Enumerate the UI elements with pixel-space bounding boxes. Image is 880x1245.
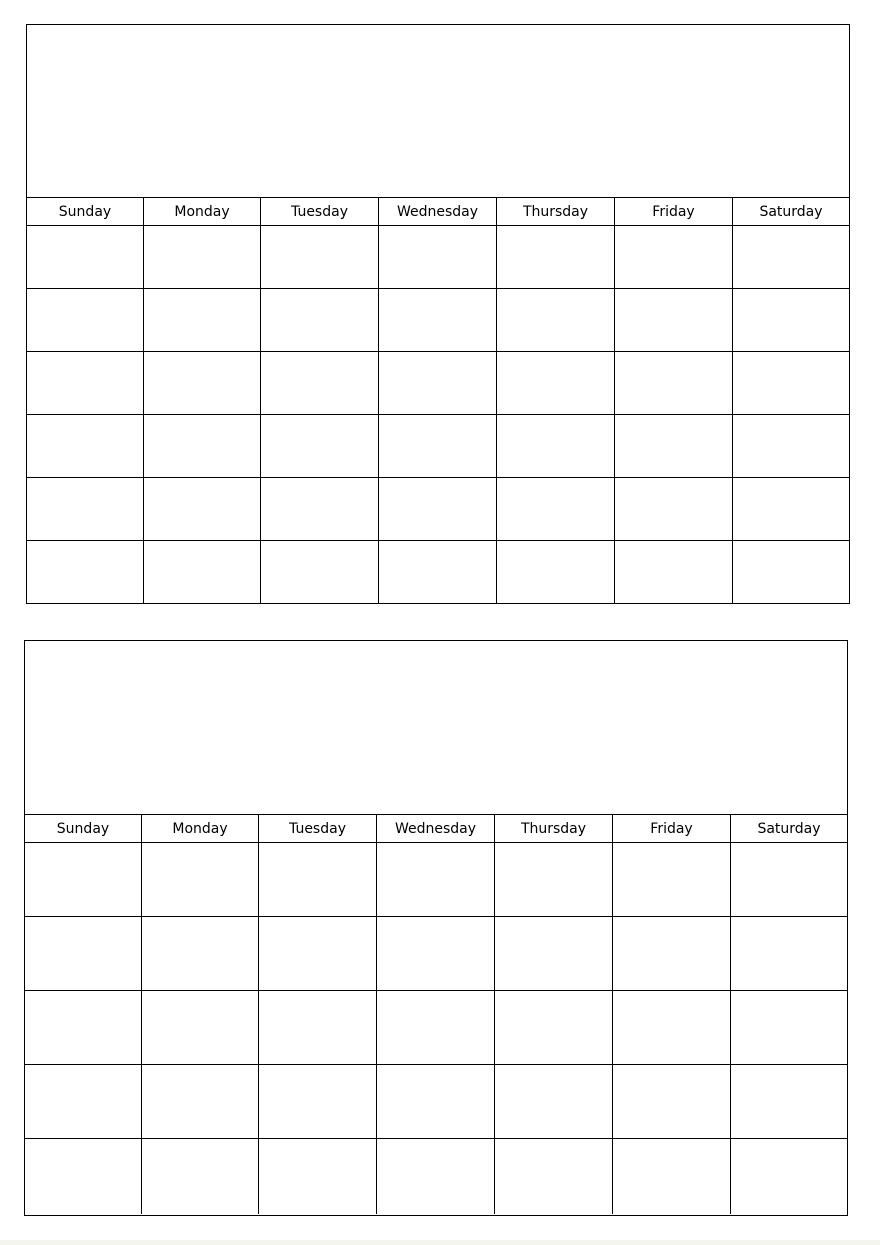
weekday-header-friday: Friday [615, 198, 733, 226]
day-cell [27, 352, 144, 415]
calendar-2-grid [25, 815, 847, 843]
day-cell [259, 843, 377, 917]
day-cell [497, 478, 615, 541]
day-cell [142, 843, 259, 917]
day-cell [495, 917, 613, 991]
day-cell [142, 1139, 259, 1214]
day-cell [615, 415, 733, 478]
day-cell [615, 226, 733, 289]
day-cell [497, 352, 615, 415]
day-cell [731, 917, 847, 991]
day-cell [27, 226, 144, 289]
day-cell [495, 991, 613, 1065]
weekday-header-thursday: Thursday [497, 198, 615, 226]
day-cell [27, 541, 144, 603]
day-cell [377, 917, 495, 991]
weekday-header-saturday: Saturday [733, 198, 849, 226]
weekday-header-sunday: Sunday [27, 198, 144, 226]
day-cell [733, 541, 849, 603]
day-cell [733, 478, 849, 541]
day-cell [615, 352, 733, 415]
day-cell [379, 289, 497, 352]
day-cell [142, 991, 259, 1065]
day-cell [613, 991, 731, 1065]
day-cell [495, 1139, 613, 1214]
weekday-header-tuesday: Tuesday [259, 815, 377, 843]
calendar-1-grid [27, 198, 849, 226]
day-cell [144, 226, 261, 289]
day-cell [377, 843, 495, 917]
day-cell [379, 478, 497, 541]
day-cell [379, 415, 497, 478]
weekday-header-wednesday: Wednesday [377, 815, 495, 843]
day-cell [615, 289, 733, 352]
weekday-header-monday: Monday [144, 198, 261, 226]
day-cell [259, 991, 377, 1065]
day-cell [261, 478, 379, 541]
day-cell [142, 1065, 259, 1139]
day-cell [27, 289, 144, 352]
day-cell [144, 415, 261, 478]
weekday-header-saturday: Saturday [731, 815, 847, 843]
day-cell [495, 1065, 613, 1139]
day-cell [25, 917, 142, 991]
day-cell [495, 843, 613, 917]
day-cell [733, 226, 849, 289]
day-cell [144, 289, 261, 352]
day-cell [377, 991, 495, 1065]
weekday-header-friday: Friday [613, 815, 731, 843]
calendar-2-title-area [25, 641, 847, 815]
day-cell [261, 289, 379, 352]
page-bottom-strip [0, 1240, 880, 1245]
day-cell [497, 415, 615, 478]
day-cell [497, 541, 615, 603]
day-cell [261, 226, 379, 289]
day-cell [731, 843, 847, 917]
day-cell [259, 917, 377, 991]
day-cell [25, 1065, 142, 1139]
day-cell [613, 1065, 731, 1139]
day-cell [497, 226, 615, 289]
calendar-2 [24, 640, 848, 1216]
day-cell [25, 991, 142, 1065]
day-cell [613, 1139, 731, 1214]
weekday-header-wednesday: Wednesday [379, 198, 497, 226]
day-cell [25, 843, 142, 917]
weekday-header-thursday: Thursday [495, 815, 613, 843]
day-cell [259, 1065, 377, 1139]
day-cell [379, 226, 497, 289]
day-cell [615, 478, 733, 541]
calendar-1 [26, 24, 850, 604]
day-cell [144, 478, 261, 541]
day-cell [261, 352, 379, 415]
day-cell [731, 1139, 847, 1214]
day-cell [379, 352, 497, 415]
day-cell [377, 1065, 495, 1139]
weekday-header-monday: Monday [142, 815, 259, 843]
day-cell [733, 415, 849, 478]
calendar-1-title-area [27, 25, 849, 198]
day-cell [27, 478, 144, 541]
day-cell [379, 541, 497, 603]
day-cell [142, 917, 259, 991]
day-cell [377, 1139, 495, 1214]
weekday-header-tuesday: Tuesday [261, 198, 379, 226]
day-cell [144, 352, 261, 415]
day-cell [615, 541, 733, 603]
day-cell [259, 1139, 377, 1214]
day-cell [261, 541, 379, 603]
day-cell [497, 289, 615, 352]
calendar-1-day-cells [27, 226, 849, 603]
weekday-header-sunday: Sunday [25, 815, 142, 843]
day-cell [733, 289, 849, 352]
day-cell [731, 991, 847, 1065]
day-cell [261, 415, 379, 478]
day-cell [144, 541, 261, 603]
day-cell [613, 843, 731, 917]
day-cell [25, 1139, 142, 1214]
calendar-2-day-cells [25, 843, 847, 1214]
day-cell [731, 1065, 847, 1139]
day-cell [733, 352, 849, 415]
day-cell [613, 917, 731, 991]
day-cell [27, 415, 144, 478]
